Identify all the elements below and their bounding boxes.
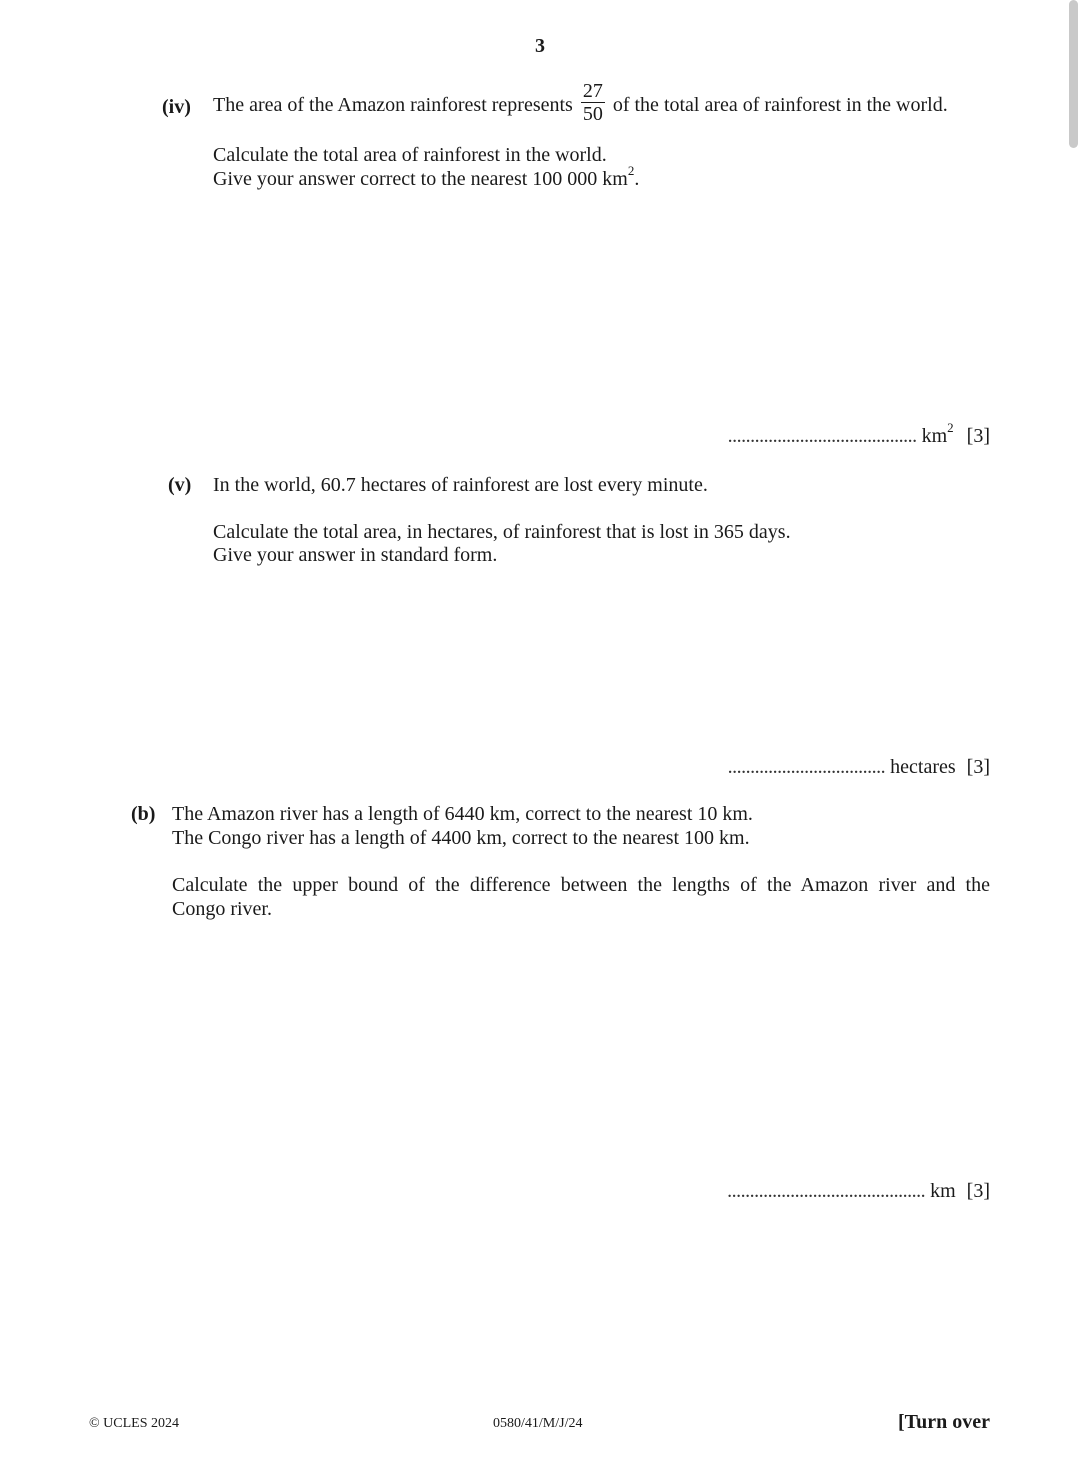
part-v-answer-line: [728, 756, 990, 779]
footer-copyright: © UCLES 2024: [89, 1416, 179, 1431]
part-v-label: (v): [168, 474, 192, 496]
part-iv-text-before: The area of the Amazon rainforest represents: [213, 94, 573, 117]
page-number: 3: [535, 35, 545, 57]
part-iv-question-line-3: [213, 163, 640, 191]
answer-unit-sup: 2: [947, 420, 954, 436]
fraction-numerator: 27: [582, 80, 603, 102]
part-iv-line3-sup: 2: [627, 163, 635, 179]
part-v-question-line-3: Give your answer in standard form.: [213, 544, 498, 566]
part-iv-label: (iv): [162, 96, 191, 118]
answer-unit: hectares: [890, 756, 956, 778]
fraction: [581, 80, 605, 125]
answer-dots[interactable]: ..........................................: [727, 425, 917, 447]
part-v-question-line-1: In the world, 60.7 hectares of rainforest are lost every minute.: [213, 474, 708, 496]
fraction-denominator: 50: [582, 103, 603, 125]
part-b-label: (b): [131, 803, 156, 825]
part-b-question-line-2: The Congo river has a length of 4400 km, correct to the nearest 100 km.: [172, 827, 750, 849]
answer-unit: km: [921, 425, 948, 447]
part-iv-text-after: of the total area of rainforest in the world.: [612, 94, 948, 117]
part-iv-line3-prefix: Give your answer correct to the nearest 100 000 km: [213, 168, 628, 190]
part-b-question-line-4: Congo river.: [172, 898, 272, 920]
marks: [3]: [966, 425, 990, 447]
part-v-question-line-2: Calculate the total area, in hectares, of rainforest that is lost in 365 days.: [213, 521, 791, 543]
scrollbar[interactable]: [1066, 0, 1080, 160]
answer-dots[interactable]: ............................................: [727, 1180, 926, 1202]
answer-dots[interactable]: ...................................: [727, 756, 886, 778]
part-b-question-line-3: Calculate the upper bound of the difference between the lengths of the Amazon river and the: [172, 874, 990, 896]
part-iv-line3-suffix: .: [634, 168, 640, 190]
turn-over-label: [Turn over: [897, 1411, 990, 1433]
marks: [3]: [966, 756, 990, 778]
answer-unit: km: [930, 1180, 956, 1202]
scrollbar-thumb[interactable]: [1069, 0, 1078, 148]
part-iv-question-line-1: [213, 80, 948, 129]
part-b-question-line-1: The Amazon river has a length of 6440 km, correct to the nearest 10 km.: [172, 803, 753, 825]
footer-paper-code: 0580/41/M/J/24: [493, 1416, 583, 1431]
part-iv-question-line-2: Calculate the total area of rainforest in the world.: [213, 144, 607, 166]
part-iv-answer-line: [727, 420, 990, 448]
part-b-answer-line: [727, 1180, 990, 1203]
marks: [3]: [966, 1180, 990, 1202]
